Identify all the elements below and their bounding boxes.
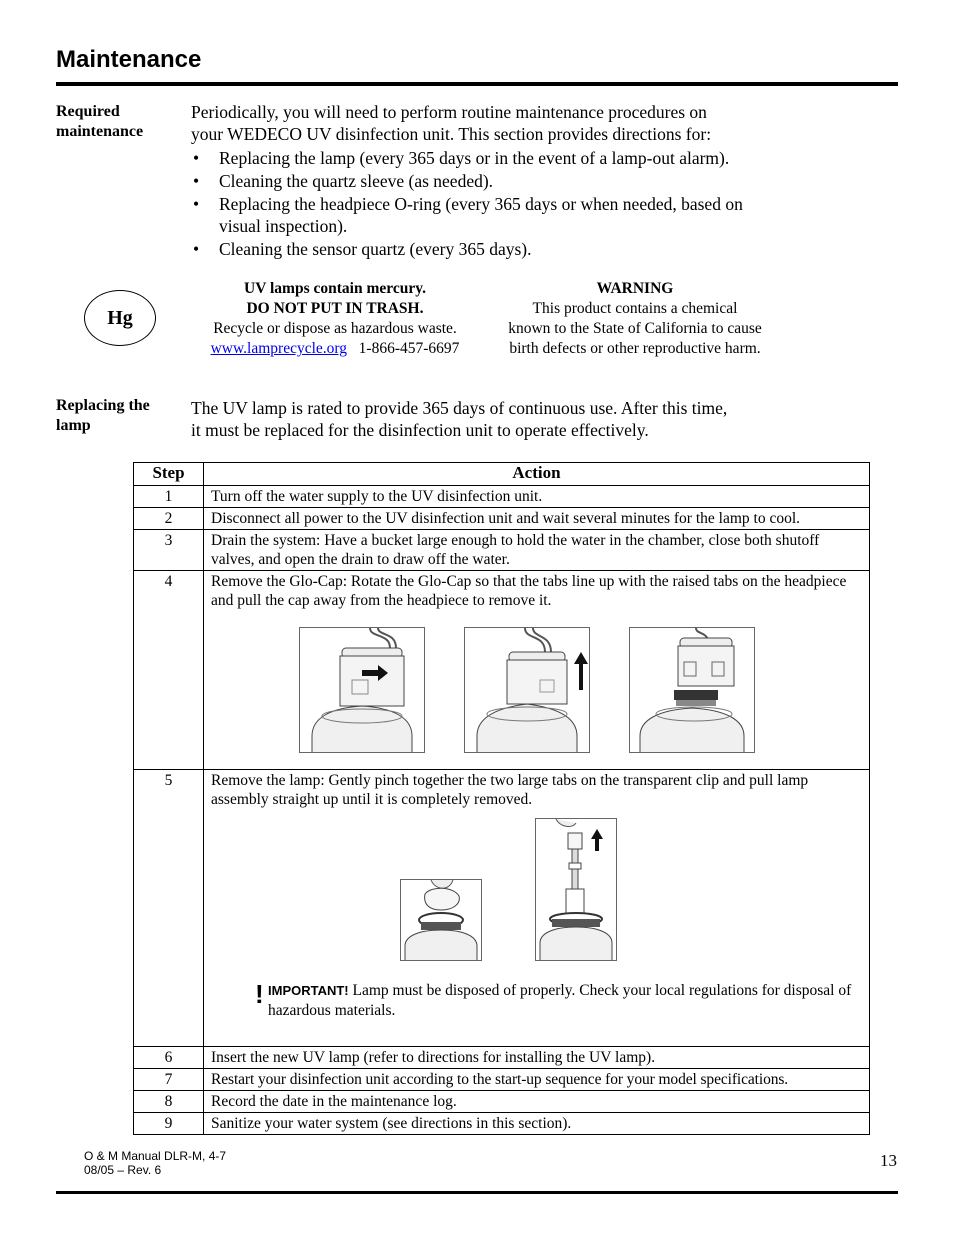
- warning-line: This product contains a chemical: [532, 300, 738, 317]
- column-header-step: Step: [134, 463, 204, 486]
- warning-line: known to the State of California to cause: [508, 320, 762, 337]
- intro-line: your WEDECO UV disinfection unit. This section provides directions for:: [191, 124, 712, 144]
- step-number: 2: [134, 508, 204, 530]
- step-number: 1: [134, 486, 204, 508]
- important-line: [255, 981, 855, 1021]
- step-action: Record the date in the maintenance log.: [204, 1091, 870, 1113]
- warning-notice: [486, 279, 784, 359]
- lamprecycle-link[interactable]: www.lamprecycle.org: [210, 340, 348, 357]
- step-action: Drain the system: Have a bucket large enough to hold the water in the chamber, close both shutoff valves, and open the drain to draw off the water.: [204, 530, 870, 571]
- list-item: • Cleaning the quartz sleeve (as needed).: [191, 170, 771, 192]
- intro-line: Periodically, you will need to perform routine maintenance procedures on: [191, 102, 707, 122]
- important-text: Lamp must be disposed of properly. Check your local regulations for disposal of hazardous materials.: [268, 982, 852, 1019]
- footer-line: 08/05 – Rev. 6: [84, 1163, 162, 1177]
- label-line: maintenance: [56, 123, 144, 140]
- table-row: [134, 1113, 870, 1135]
- step-action: Remove the lamp: Gently pinch together the two large tabs on the transparent clip and pull lamp assembly straight up until it is completely removed.: [211, 772, 809, 808]
- label-line: Required: [56, 103, 120, 120]
- step-number: 6: [134, 1047, 204, 1069]
- mercury-line: UV lamps contain mercury.: [244, 280, 426, 297]
- exclamation-icon: !: [255, 979, 264, 1009]
- table-row: [134, 508, 870, 530]
- rotate-glo-cap-illustration: [299, 627, 425, 753]
- step-action-cell: [204, 770, 870, 1047]
- table-row: [134, 770, 870, 1047]
- table-row: [134, 571, 870, 770]
- column-header-action: Action: [204, 463, 870, 486]
- replacing-line: it must be replaced for the disinfection unit to operate effectively.: [191, 420, 649, 440]
- table-row: [134, 530, 870, 571]
- steps-table: [133, 462, 870, 1135]
- label-line: Replacing the: [56, 397, 150, 414]
- mercury-line: Recycle or dispose as hazardous waste.: [213, 320, 457, 337]
- important-label: IMPORTANT!: [268, 983, 349, 998]
- footer-rule: [56, 1191, 898, 1194]
- glo-cap-removed-illustration: [629, 627, 755, 753]
- glo-cap-removed-figure: [630, 628, 754, 752]
- required-intro: [191, 101, 791, 145]
- step-action: Restart your disinfection unit according to the start-up sequence for your model specifications.: [204, 1069, 870, 1091]
- pull-glo-cap-illustration: [464, 627, 590, 753]
- step-number: 8: [134, 1091, 204, 1113]
- replacing-line: The UV lamp is rated to provide 365 days of continuous use. After this time,: [191, 398, 728, 418]
- replacing-lamp-label: [56, 396, 181, 436]
- table-header-row: [134, 463, 870, 486]
- pull-lamp-figure: [536, 819, 616, 960]
- label-line: lamp: [56, 417, 91, 434]
- list-item: • Cleaning the sensor quartz (every 365 days).: [191, 238, 771, 260]
- maintenance-list: [191, 146, 771, 260]
- step-action: Turn off the water supply to the UV disinfection unit.: [204, 486, 870, 508]
- page-title: Maintenance: [56, 46, 202, 73]
- step-number: 5: [134, 770, 204, 1047]
- step-number: 9: [134, 1113, 204, 1135]
- step-action: Sanitize your water system (see directions in this section).: [204, 1113, 870, 1135]
- pull-glo-cap-figure: [465, 628, 589, 752]
- warning-line: birth defects or other reproductive harm.: [509, 340, 761, 357]
- footer-document-info: [84, 1149, 226, 1177]
- step-number: 7: [134, 1069, 204, 1091]
- mercury-contact: [190, 339, 480, 359]
- step-action: Remove the Glo-Cap: Rotate the Glo-Cap so that the tabs line up with the raised tabs on the headpiece and pull the cap away from the headpiece to remove it.: [211, 573, 847, 609]
- table-row: [134, 1069, 870, 1091]
- table-row: [134, 1091, 870, 1113]
- table-row: [134, 1047, 870, 1069]
- mercury-notice: [190, 279, 480, 359]
- step-action: Disconnect all power to the UV disinfection unit and wait several minutes for the lamp to cool.: [204, 508, 870, 530]
- mercury-symbol: Hg: [84, 290, 156, 346]
- required-maintenance-label: [56, 102, 181, 142]
- pinch-tabs-figure: [401, 880, 481, 960]
- pinch-tabs-illustration: [400, 879, 482, 961]
- header-rule: [56, 82, 898, 86]
- footer-line: O & M Manual DLR-M, 4-7: [84, 1149, 227, 1163]
- rotate-glo-cap-figure: [300, 628, 424, 752]
- warning-heading: WARNING: [596, 280, 674, 297]
- pull-lamp-illustration: [535, 818, 617, 961]
- step-number: 3: [134, 530, 204, 571]
- page-number: 13: [880, 1151, 897, 1170]
- important-note: [255, 981, 855, 1021]
- step-number: 4: [134, 571, 204, 770]
- table-row: [134, 486, 870, 508]
- mercury-line: DO NOT PUT IN TRASH.: [246, 300, 424, 317]
- step-action: Insert the new UV lamp (refer to directions for installing the UV lamp).: [204, 1047, 870, 1069]
- list-item: • Replacing the headpiece O-ring (every 365 days or when needed, based on visual inspection).: [191, 193, 771, 237]
- replacing-text: [191, 397, 811, 441]
- list-item: • Replacing the lamp (every 365 days or in the event of a lamp-out alarm).: [191, 147, 771, 169]
- phone-number: 1-866-457-6697: [358, 340, 460, 357]
- step-action-cell: [204, 571, 870, 770]
